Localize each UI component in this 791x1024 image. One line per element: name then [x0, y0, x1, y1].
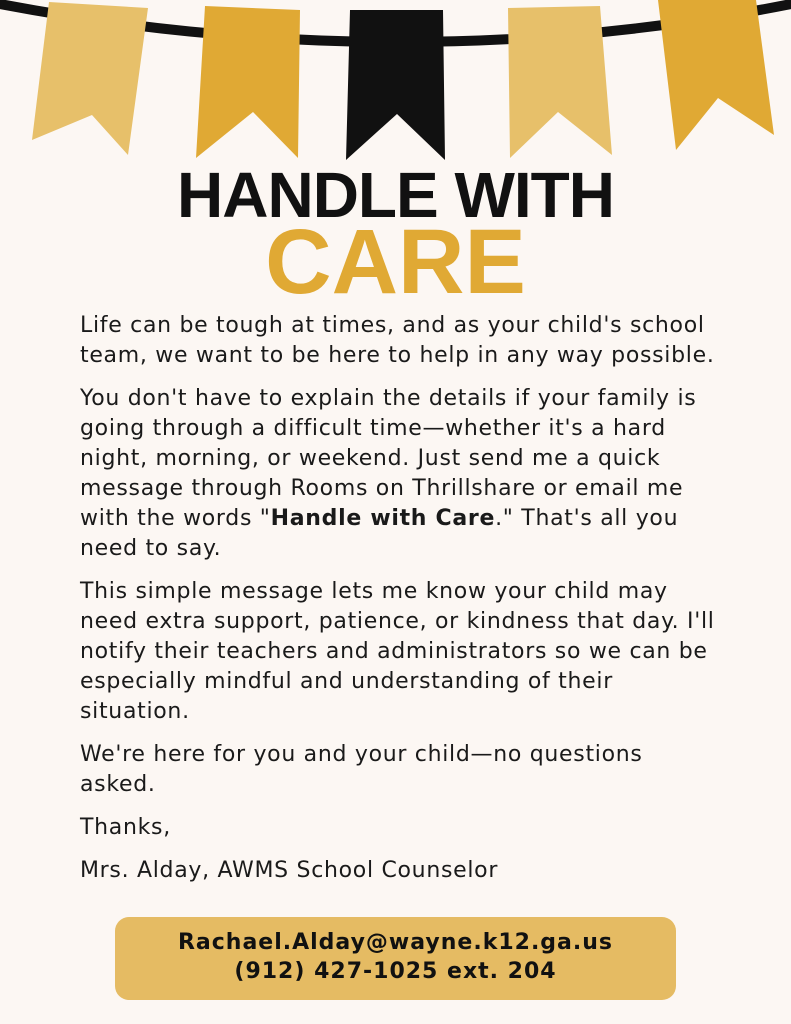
title-handle-with: HANDLE WITH: [177, 159, 614, 231]
details-text-start: You don't have to explain the details if your family is going through a difficult time—whether it's a hard night, morning, or weekend. Just send me a quick message through Rooms on Thrillshare or email me with the words ": [80, 386, 697, 531]
pennant-banner: [0, 0, 791, 170]
pennant-flag-5: [658, 0, 774, 150]
pennant-flag-4: [508, 6, 612, 158]
paragraph-support: We're here for you and your child—no questions asked.: [80, 742, 643, 797]
paragraph-intro: Life can be tough at times, and as your child's school team, we want to be here to help in any way possible.: [80, 313, 715, 368]
details-text-end: ." That's all you need to say.: [80, 506, 679, 561]
contact-email[interactable]: Rachael.Alday@wayne.k12.ga.us: [177, 930, 614, 955]
handle-with-care-phrase: Handle with Care: [270, 506, 496, 531]
paragraph-thanks: Thanks,: [80, 815, 171, 840]
pennant-flag-1: [32, 2, 148, 155]
letter-body: [80, 311, 720, 899]
title-care: CARE: [265, 211, 526, 313]
paragraph-details: [80, 384, 720, 564]
contact-phone[interactable]: (912) 427-1025 ext. 204: [234, 959, 557, 984]
pennant-flag-2: [196, 6, 300, 158]
paragraph-explanation: This simple message lets me know your child may need extra support, patience, or kindness that day. I'll notify their teachers and administrators so we can be especially mindful and understanding of their situation.: [80, 579, 715, 724]
signature: Mrs. Alday, AWMS School Counselor: [80, 858, 499, 883]
pennant-flag-3: [346, 10, 445, 160]
contact-box: [115, 917, 676, 1000]
